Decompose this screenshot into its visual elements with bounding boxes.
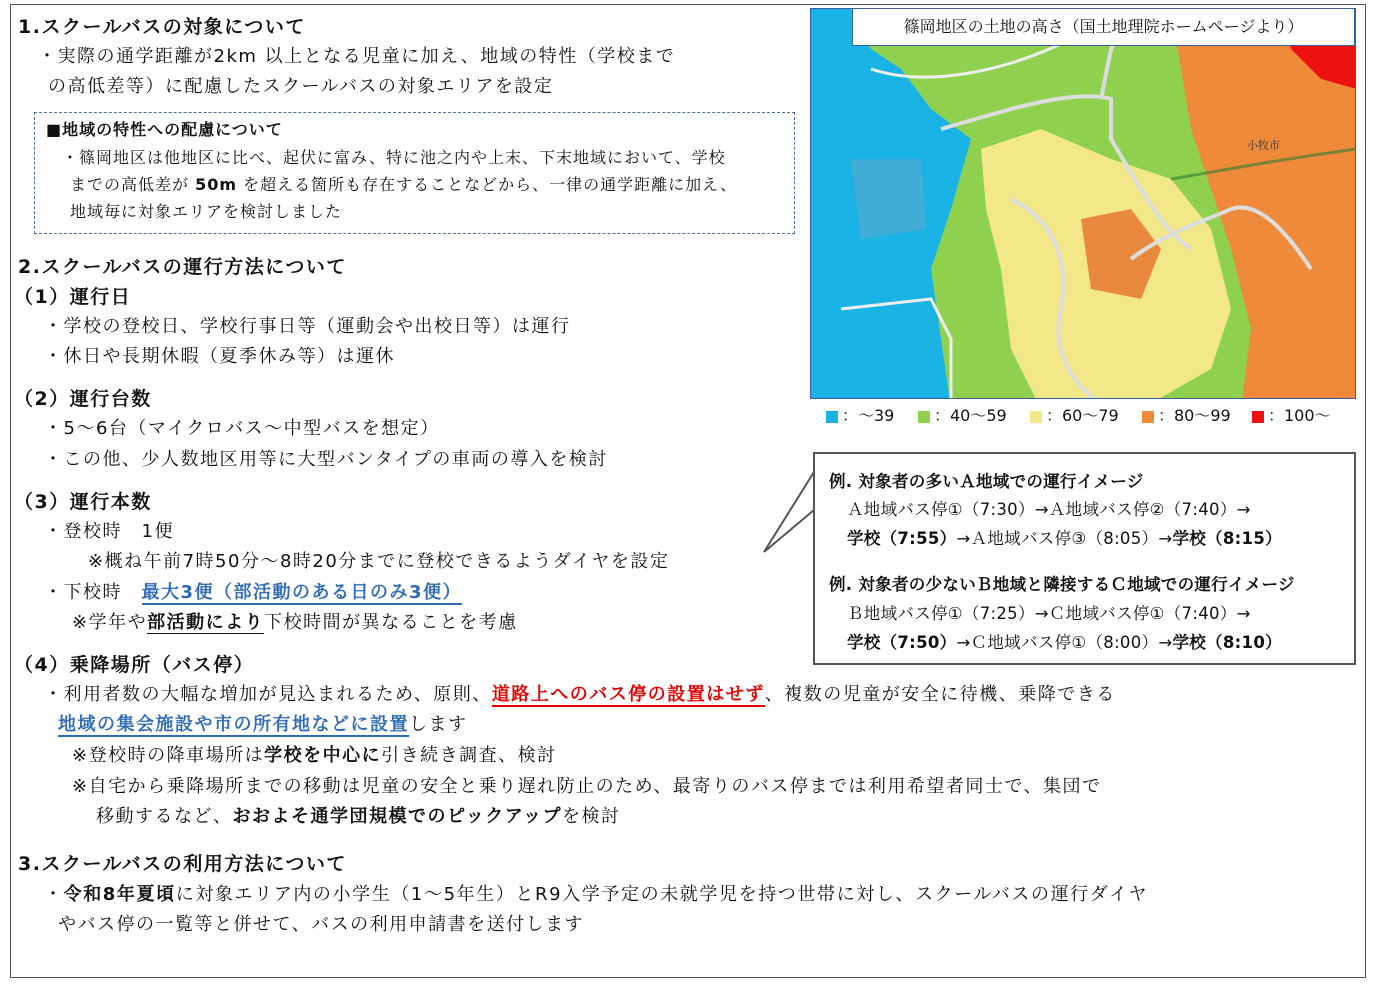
s2-1-line1: ・学校の登校日、学校行事日等（運動会や出校日等）は運行: [44, 316, 571, 337]
s2-1-title: （1）運行日: [14, 286, 132, 308]
map-legend: [810, 398, 1356, 434]
operation-example-box: [813, 452, 1356, 665]
section3-line2: やバス停の一覧等と併せて、バスの利用申請書を送付します: [58, 914, 585, 935]
example2-line2: 学校（7:50）→Ｃ地域バス停①（8:00）→学校（8:10）: [847, 633, 1282, 652]
legend-item-4: ：100～: [1252, 407, 1331, 425]
section2-title: 2.スクールバスの運行方法について: [18, 256, 347, 278]
section1-line1: ・実際の通学距離が2km 以上となる児童に加え、地域の特性（学校まで: [38, 46, 676, 67]
legend-swatch: [826, 411, 838, 423]
s2-1-line2: ・休日や長期休暇（夏季休み等）は運休: [44, 346, 395, 367]
legend-item-0: ：～39: [826, 407, 894, 425]
map-title: 篠岡地区の土地の高さ（国土地理院ホームページより）: [852, 8, 1355, 46]
s2-4-title: （4）乗降場所（バス停）: [14, 654, 255, 676]
s2-4-line4: ※自宅から乗降場所までの移動は児童の安全と乗り遅れ防止のため、最寄りのバス停までは利用希望者同士で、集団で: [72, 776, 1102, 797]
s2-4-line2: 地域の集会施設や市の所有地などに設置します: [58, 714, 468, 735]
legend-item-2: ：60～79: [1030, 407, 1119, 425]
legend-swatch: [1030, 411, 1042, 423]
section1-line2: の高低差等）に配慮したスクールバスの対象エリアを設定: [48, 76, 554, 97]
regional-note-title: ■地域の特性への配慮について: [46, 120, 283, 139]
s2-3-line2: ※概ね午前7時50分～8時20分までに登校できるようダイヤを設定: [88, 551, 670, 572]
legend-swatch: [1252, 411, 1264, 423]
legend-item-1: ：40～59: [918, 407, 1007, 425]
example1-title: 例. 対象者の多いＡ地域での運行イメージ: [829, 472, 1144, 491]
s2-4-line3: ※登校時の降車場所は学校を中心に引き続き調査、検討: [72, 745, 557, 766]
s2-2-line2: ・この他、少人数地区用等に大型バンタイプの車両の導入を検討: [44, 449, 608, 470]
s2-3-line3: ・下校時 最大3便（部活動のある日のみ3便）: [44, 582, 463, 603]
elevation-map: [810, 8, 1356, 433]
s2-4-line1: ・利用者数の大幅な増加が見込まれるため、原則、道路上へのバス停の設置はせず、複数の児童が安全に待機、乗降できる: [44, 684, 1116, 705]
legend-item-3: ：80～99: [1142, 407, 1231, 425]
legend-swatch: [918, 411, 930, 423]
s2-2-title: （2）運行台数: [14, 388, 152, 410]
s2-3-line1: ・登校時 1便: [44, 521, 174, 542]
section1-title: 1.スクールバスの対象について: [18, 16, 306, 38]
s2-3-title: （3）運行本数: [14, 491, 152, 513]
s2-4-line5: 移動するなど、おおよそ通学団規模でのピックアップを検討: [96, 806, 621, 827]
callout-pointer: [760, 470, 820, 560]
section3-title: 3.スクールバスの利用方法について: [18, 853, 347, 875]
regional-note-line2: までの高低差が 50m を超える箇所も存在することなどから、一律の通学距離に加え、: [70, 175, 738, 194]
map-city-label: 小牧市: [1247, 139, 1280, 152]
s2-2-line1: ・5～6台（マイクロバス～中型バスを想定）: [44, 418, 440, 439]
example1-line1: Ａ地域バス停①（7:30）→Ａ地域バス停②（7:40）→: [847, 500, 1251, 519]
regional-note-line3: 地域毎に対象エリアを検討しました: [70, 202, 343, 221]
s2-3-line4: ※学年や部活動により下校時間が異なることを考慮: [72, 612, 518, 633]
example2-line1: Ｂ地域バス停①（7:25）→Ｃ地域バス停①（7:40）→: [847, 604, 1251, 623]
section3-line1: ・令和8年夏頃に対象エリア内の小学生（1～5年生）とR9入学予定の未就学児を持つ世帯に対し、スクールバスの運行ダイヤ: [44, 884, 1149, 905]
elevation-map-image: [811, 9, 1356, 433]
example2-title: 例. 対象者の少ないＢ地域と隣接するＣ地域での運行イメージ: [829, 575, 1295, 594]
example1-line2: 学校（7:55）→Ａ地域バス停③（8:05）→学校（8:15）: [847, 529, 1282, 548]
regional-note-line1: ・篠岡地区は他地区に比べ、起伏に富み、特に池之内や上末、下末地域において、学校: [62, 148, 726, 167]
legend-swatch: [1142, 411, 1154, 423]
